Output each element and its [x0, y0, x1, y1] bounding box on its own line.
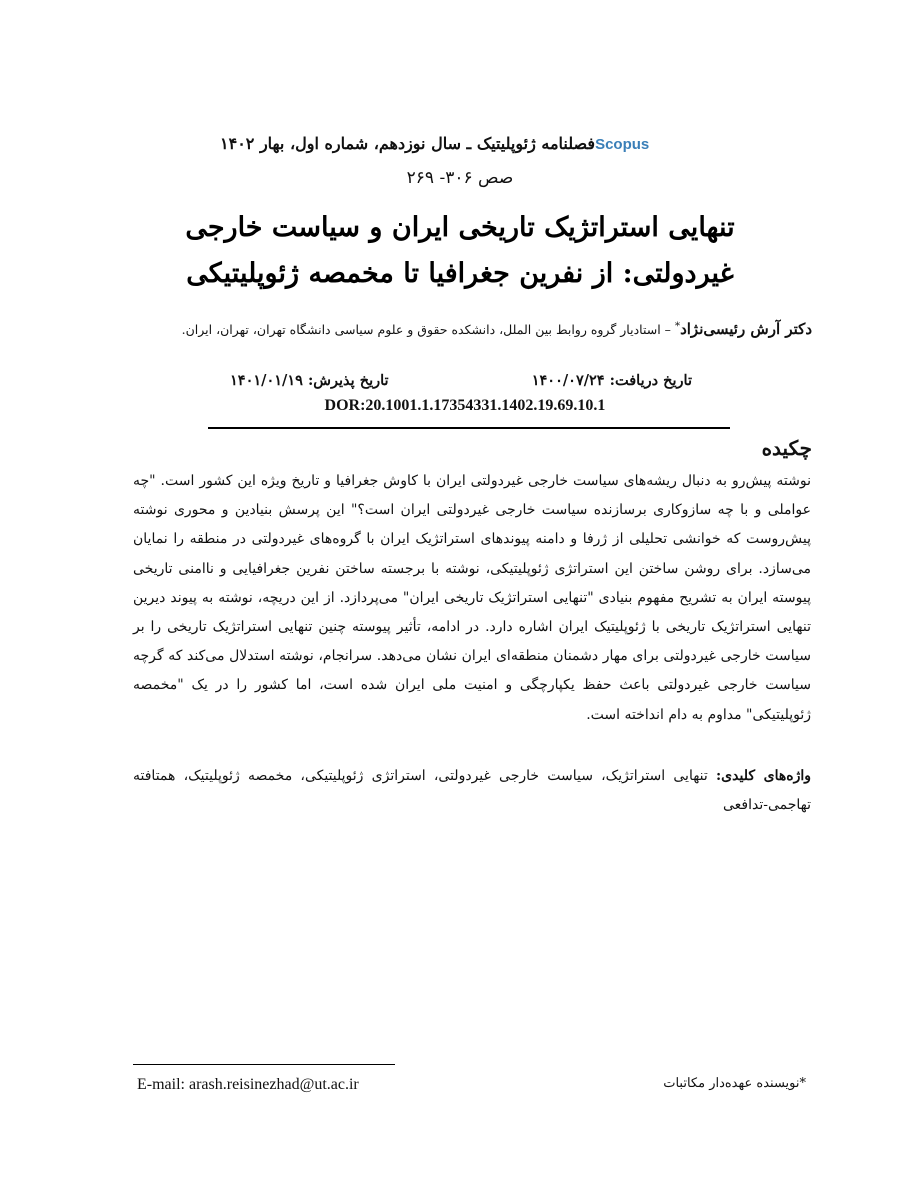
keywords: [133, 762, 811, 820]
received-date: تاریخ دریافت: ۱۴۰۰/۰۷/۲۴: [531, 372, 692, 389]
corresponding-author-note: *نویسنده عهده‌دار مکاتبات: [663, 1076, 806, 1091]
keywords-text: تنهایی استراتژیک، سیاست خارجی غیردولتی، استراتژی ژئوپلیتیکی، مخمصه ژئوپلیتیک، همتافته تهاجمی-تدافعی: [133, 768, 811, 814]
page-range: صص ۳۰۶- ۲۶۹: [406, 168, 514, 188]
footnote-divider: [133, 1064, 395, 1065]
author-line: [100, 320, 812, 338]
author-marker: *: [674, 320, 681, 332]
abstract-body: نوشته پیش‌رو به دنبال ریشه‌های سیاست خارجی غیردولتی ایران با کاوش جغرافیا و تاریخ ویژه این کشور است. "چه عواملی و با چه سازوکاری برسازنده سیاست خارجی غیردولتی ایران است؟" این پرسش بنیادین و محوری نوشته پیش‌روست که خوانشی تحلیلی از ژرفا و دامنه پیوندهای استراتژیک ایران با گروه‌های غیردولتی در منطقه را نمایان می‌سازد. برای روشن ساختن این استراتژی ژئوپلیتیکی، نوشته با برجسته ساختن نفرین جغرافیایی و ناامنی تاریخی پیوسته ایران به تشریح مفهوم بنیادی "تنهایی استراتژیک تاریخی ایران" می‌پردازد. از این دریچه، نوشته به پیوند دیرین تنهایی استراتژیک تاریخی با ژئوپلیتیک ایران اشاره دارد. در ادامه، تأثیر پیوسته چنین تنهایی استراتژیک تاریخی را بر سیاست خارجی غیردولتی برای مهار دشمنان منطقه‌ای ایران نشان می‌دهد. سرانجام، نوشته استدلال می‌کند که گرچه سیاست خارجی غیردولتی باعث حفظ یکپارچگی و امنیت ملی ایران شده است، اما کشور را در یک "مخمصه ژئوپلیتیکی" مداوم به دام انداخته است.: [133, 473, 812, 723]
author-email: E-mail: arash.reisinezhad@ut.ac.ir: [137, 1076, 359, 1093]
journal-header: [220, 134, 660, 153]
accepted-date: تاریخ پذیرش: ۱۴۰۱/۰۱/۱۹: [230, 372, 389, 389]
scopus-logo: Scopus: [595, 136, 650, 153]
header-divider: [208, 427, 730, 429]
keywords-label: واژه‌های کلیدی:: [716, 768, 811, 784]
author-affiliation: – استادیار گروه روابط بین الملل، دانشکده حقوق و علوم سیاسی دانشگاه تهران، تهران، ایران.: [181, 322, 675, 338]
dates-line: [230, 372, 692, 389]
journal-info: فصلنامه ژئوپلیتیک ـ سال نوزدهم، شماره اول، بهار ۱۴۰۲: [220, 134, 596, 153]
abstract-heading: چکیده: [761, 436, 812, 460]
article-title: تنهایی استراتژیک تاریخی ایران و سیاست خارجی غیردولتی: از نفرین جغرافیا تا مخمصه ژئوپلیتیکی: [185, 212, 735, 289]
dor-identifier: DOR:20.1001.1.17354331.1402.19.69.10.1: [324, 397, 606, 414]
author-name: دکتر آرش رئیسی‌نژاد: [680, 320, 812, 339]
